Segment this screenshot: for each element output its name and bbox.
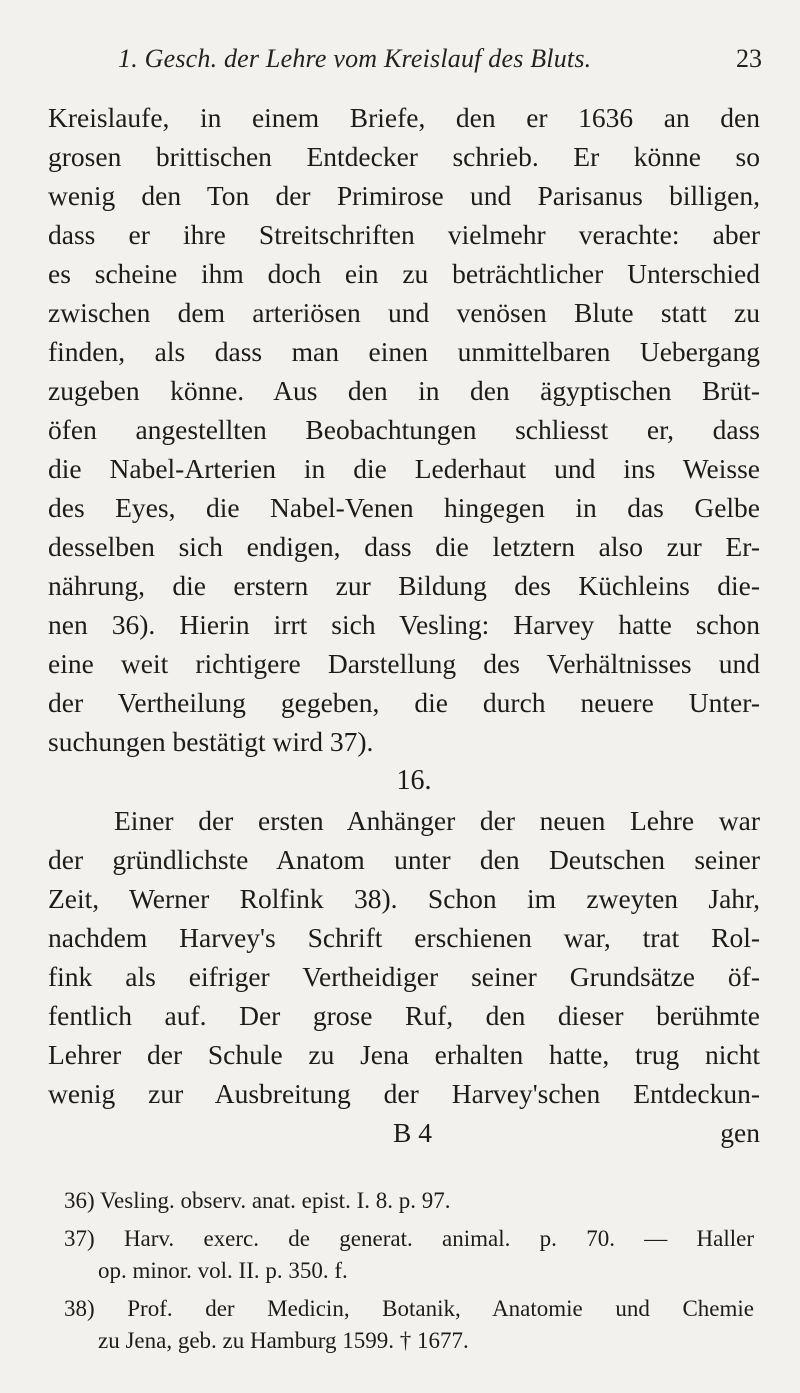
text-line: zugeben könne. Aus den in den ägyptischen Brüt- (48, 375, 760, 406)
text-line: desselben sich endigen, dass die letztern also zur Er- (48, 531, 760, 562)
text-line: es scheine ihm doch ein zu beträchtlicher Unterschied (48, 258, 760, 289)
text-line: öfen angestellten Beobachtungen schliesst er, dass (48, 414, 760, 445)
signature-mark: B 4 (393, 1117, 432, 1148)
footnote-line: op. minor. vol. II. p. 350. f. (98, 1258, 348, 1283)
text-line: die Nabel-Arterien in die Lederhaut und ins Weisse (48, 453, 760, 484)
footnote-line: 36) Vesling. observ. anat. epist. I. 8. p. 97. (64, 1188, 451, 1213)
footnote-line: 38) Prof. der Medicin, Botanik, Anatomie und Chemie (64, 1296, 754, 1321)
text-line: des Eyes, die Nabel-Venen hingegen in das Gelbe (48, 492, 760, 523)
text-line: der Vertheilung gegeben, die durch neuere Unter- (48, 687, 760, 718)
text-line: Zeit, Werner Rolfink 38). Schon im zweyten Jahr, (48, 883, 760, 914)
text-line: Einer der ersten Anhänger der neuen Lehre war (114, 805, 760, 836)
section-number: 16. (396, 765, 432, 796)
signature-row (48, 1113, 760, 1153)
text-line: dass er ihre Streitschriften vielmehr verachte: aber (48, 219, 760, 250)
footnote-line: zu Jena, geb. zu Hamburg 1599. † 1677. (98, 1328, 469, 1353)
footnote-line: 37) Harv. exerc. de generat. animal. p. 70. — Haller (64, 1226, 754, 1251)
text-line: suchungen bestätigt wird 37). (48, 726, 374, 757)
page-number: 23 (736, 44, 762, 73)
text-line: grosen brittischen Entdecker schrieb. Er könne so (48, 141, 760, 172)
text-line: eine weit richtigere Darstellung des Verhältnisses und (48, 648, 760, 679)
text-line: wenig den Ton der Primirose und Parisanus billigen, (48, 180, 760, 211)
text-line: zwischen dem arteriösen und venösen Blute statt zu (48, 297, 760, 328)
footnote (64, 1293, 754, 1357)
text-line: Lehrer der Schule zu Jena erhalten hatte, trug nicht (48, 1039, 760, 1070)
footnote (64, 1185, 754, 1217)
text-line: der gründlichste Anatom unter den Deutschen seiner (48, 844, 760, 875)
text-line: wenig zur Ausbreitung der Harvey'schen Entdeckun- (48, 1078, 760, 1109)
running-header (118, 44, 762, 84)
catchword: gen (720, 1117, 760, 1148)
text-line: Kreislaufe, in einem Briefe, den er 1636 an den (48, 102, 760, 133)
text-line: fentlich auf. Der grose Ruf, den dieser berühmte (48, 1000, 760, 1031)
text-line: nen 36). Hierin irrt sich Vesling: Harvey hatte schon (48, 609, 760, 640)
text-line: fink als eifriger Vertheidiger seiner Grundsätze öf- (48, 961, 760, 992)
main-text (48, 98, 760, 1153)
text-line: finden, als dass man einen unmittelbaren Uebergang (48, 336, 760, 367)
footnotes (64, 1185, 754, 1363)
running-title: 1. Gesch. der Lehre vom Kreislauf des Bluts. (118, 44, 592, 73)
footnote (64, 1223, 754, 1287)
text-line: nachdem Harvey's Schrift erschienen war, trat Rol- (48, 922, 760, 953)
text-line: nährung, die erstern zur Bildung des Küchleins die- (48, 570, 760, 601)
